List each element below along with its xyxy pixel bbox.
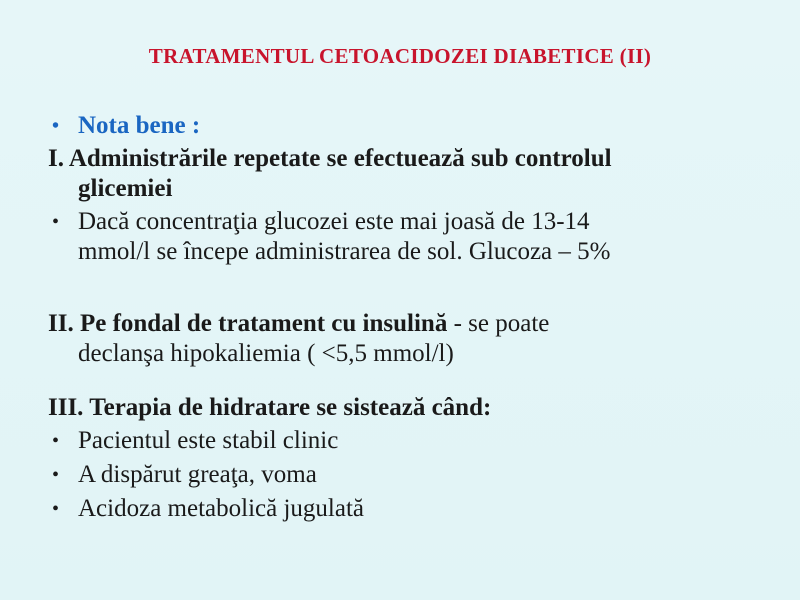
slide-title: TRATAMENTUL CETOACIDOZEI DIABETICE (II) — [148, 44, 652, 68]
section2-heading — [48, 309, 549, 339]
section2-line2: declanşa hipokaliemia ( <5,5 mmol/l) — [78, 340, 454, 367]
section3-bullet-text: Acidoza metabolică jugulată — [78, 495, 364, 522]
bullet-icon: • — [52, 115, 60, 137]
section1-heading-line1: I. Administrările repetate se efectuează sub controlul — [48, 145, 612, 172]
section3-bullet-text: A dispărut greaţa, voma — [78, 461, 317, 488]
nota-bene-item — [52, 111, 200, 141]
section1-bullet-line2: mmol/l se începe administrarea de sol. Glucoza – 5% — [78, 238, 611, 265]
section2-heading-bold: II. Pe fondal de tratament cu insulină — [48, 310, 448, 337]
bullet-icon: • — [52, 498, 60, 520]
section3-bullet — [52, 460, 317, 490]
section3-heading: III. Terapia de hidratare se sistează când: — [48, 394, 492, 421]
section3-bullet-text: Pacientul este stabil clinic — [78, 427, 339, 454]
nota-bene-text: Nota bene : — [78, 112, 201, 139]
bullet-icon: • — [52, 211, 60, 233]
bullet-icon: • — [52, 464, 60, 486]
section1-bullet — [52, 207, 590, 237]
section1-heading-line2: glicemiei — [78, 175, 173, 202]
section2-heading-rest: - se poate — [447, 310, 550, 337]
section1-bullet-line1: Dacă concentraţia glucozei este mai joasă de 13-14 — [78, 208, 590, 235]
section3-bullet — [52, 426, 338, 456]
bullet-icon: • — [52, 430, 60, 452]
section3-bullet — [52, 494, 364, 524]
